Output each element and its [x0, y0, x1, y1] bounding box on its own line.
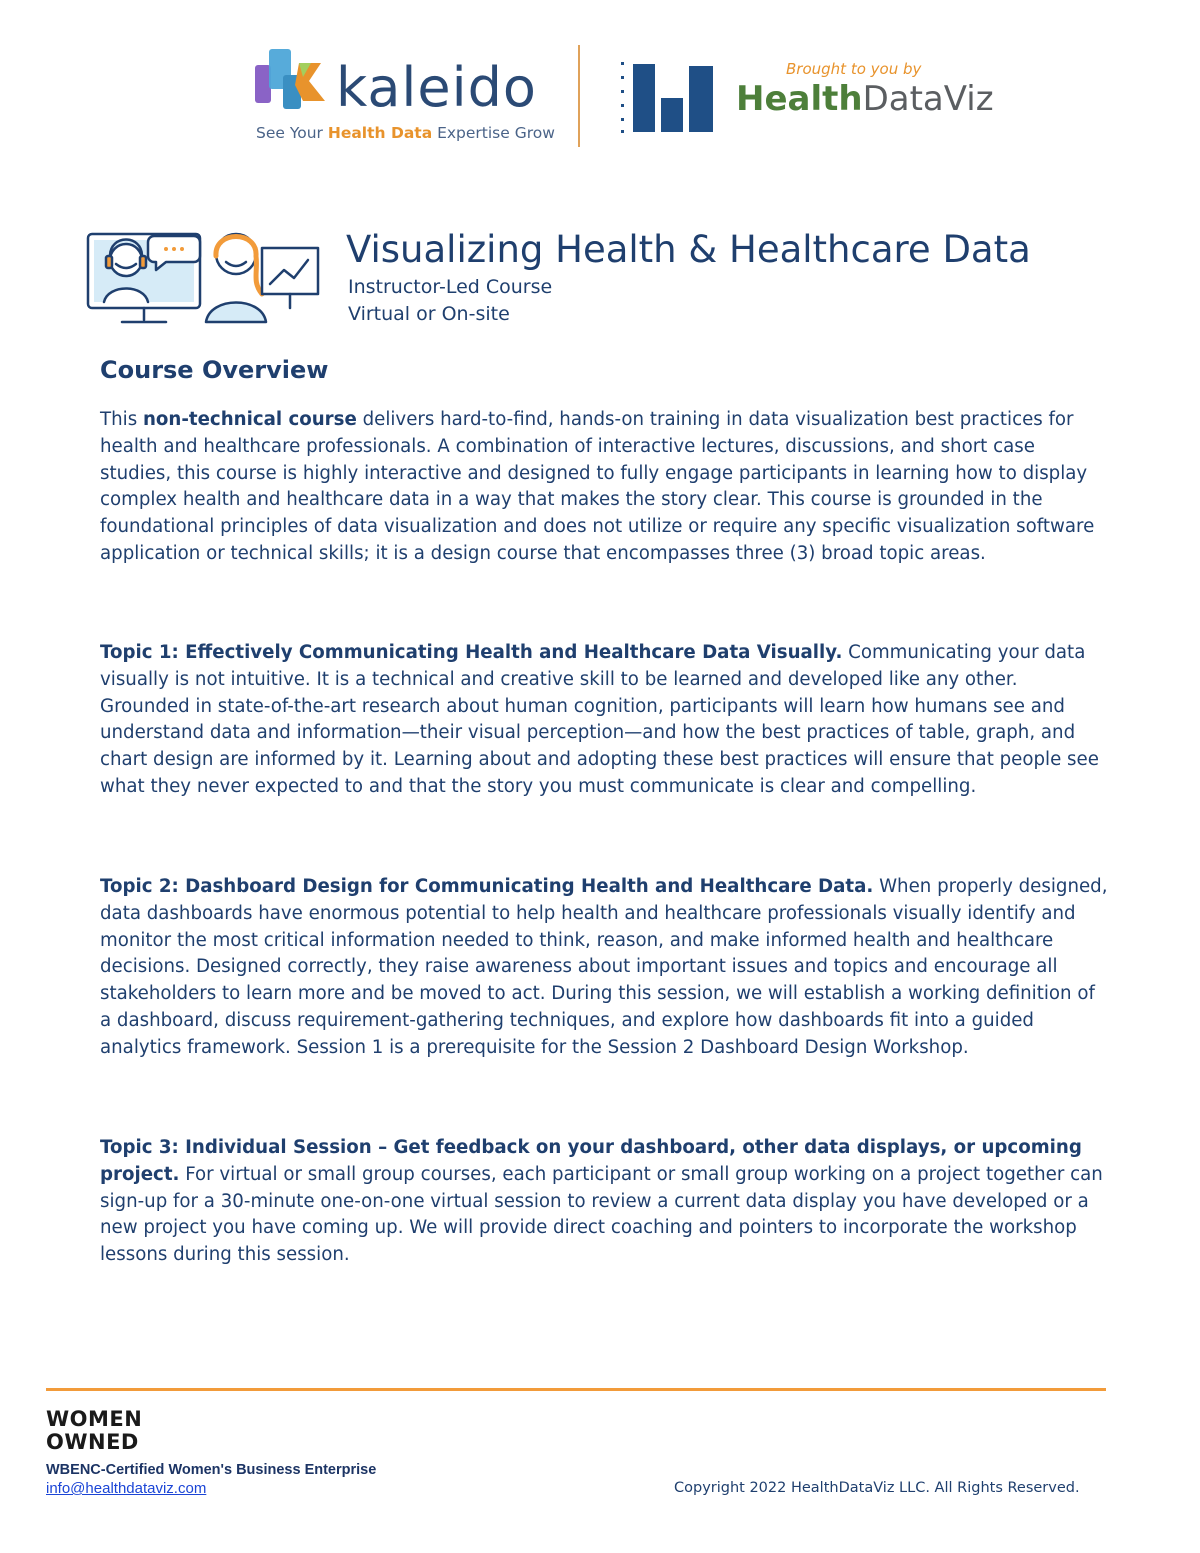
overview-intro-pre: This	[100, 409, 143, 430]
topic-1-heading: Topic 1: Effectively Communicating Health and Healthcare Data Visually.	[100, 642, 843, 663]
tagline-highlight: Health Data	[327, 124, 433, 142]
women-owned-line1: WOMEN	[46, 1407, 143, 1431]
kaleido-wordmark: kaleido	[336, 56, 537, 119]
topic-1-paragraph	[100, 640, 1110, 801]
topic-3-heading: Topic 3: Individual Session – Get feedback on your dashboard, other data displays, or upcoming project.	[100, 1137, 1082, 1185]
kaleido-tagline	[256, 124, 555, 142]
tagline-post: Expertise Grow	[432, 124, 555, 142]
overview-paragraph	[100, 407, 1110, 568]
healthdataviz-part1: Health	[736, 79, 863, 119]
wbenc-certification: WBENC-Certified Women's Business Enterprise	[46, 1462, 377, 1478]
course-overview-heading: Course Overview	[100, 356, 329, 384]
course-subtitle-location: Virtual or On-site	[348, 303, 510, 325]
women-owned-line2: OWNED	[46, 1430, 139, 1454]
tagline-pre: See Your	[256, 124, 328, 142]
healthdataviz-logo-icon	[615, 58, 720, 134]
overview-intro-rest: delivers hard-to-find, hands-on training in data visualization best practices for health and healthcare professionals. A combination of interactive lectures, discussions, and short case studies, this course is highly interactive and designed to fully engage participants in learning how to display complex health and healthcare data in a way that makes the story clear. This course is grounded in the foundational principles of data visualization and does not utilize or require any specific visualization software application or technical skills; it is a design course that encompasses three (3) broad topic areas.	[100, 409, 1095, 564]
copyright-notice: Copyright 2022 HealthDataViz LLC. All Rights Reserved.	[674, 1480, 1080, 1496]
topic-2-body: When properly designed, data dashboards have enormous potential to help health and healthcare professionals visually identify and monitor the most critical information needed to think, reason, and make informed health and healthcare decisions. Designed correctly, they raise awareness about important issues and topics and encourage all stakeholders to learn more and be moved to act. During this session, we will establish a working definition of a dashboard, discuss requirement-gathering techniques, and explore how dashboards fit into a guided analytics framework. Session 1 is a prerequisite for the Session 2 Dashboard Design Workshop.	[100, 876, 1108, 1058]
footer-divider	[46, 1388, 1106, 1391]
course-subtitle-format: Instructor-Led Course	[348, 276, 553, 298]
topic-2-paragraph	[100, 874, 1110, 1062]
contact-email-link[interactable]: info@healthdataviz.com	[46, 1480, 207, 1497]
topic-2-heading: Topic 2: Dashboard Design for Communicating Health and Healthcare Data.	[100, 876, 874, 897]
overview-intro-bold: non-technical course	[142, 409, 357, 430]
brought-to-you-by: Brought to you by	[786, 60, 922, 78]
topic-1-body: Communicating your data visually is not intuitive. It is a technical and creative skill to be learned and developed like any other. Grounded in state-of-the-art research about human cognition, participants will learn how humans see and understand data and information—their visual perception—and how the best practices of table, graph, and chart design are informed by it. Learning about and adopting these best practices will ensure that people see what they never expected to and that the story you must communicate is clear and compelling.	[100, 642, 1099, 797]
course-title: Visualizing Health & Healthcare Data	[346, 228, 1031, 271]
topic-3-paragraph	[100, 1135, 1110, 1269]
instructor-illustration-icon	[86, 212, 322, 332]
healthdataviz-part2: DataViz	[862, 79, 994, 119]
logo-divider	[578, 45, 580, 147]
women-owned-logo	[46, 1408, 162, 1454]
healthdataviz-wordmark	[736, 78, 994, 120]
topic-3-body: For virtual or small group courses, each participant or small group working on a project together can sign-up for a 30-minute one-on-one virtual session to review a current data display you have developed or a new project you have coming up. We will provide direct coaching and pointers to incorporate the workshop lessons during this session.	[100, 1163, 1103, 1266]
kaleido-logo-icon	[255, 45, 330, 115]
header	[0, 0, 1200, 170]
